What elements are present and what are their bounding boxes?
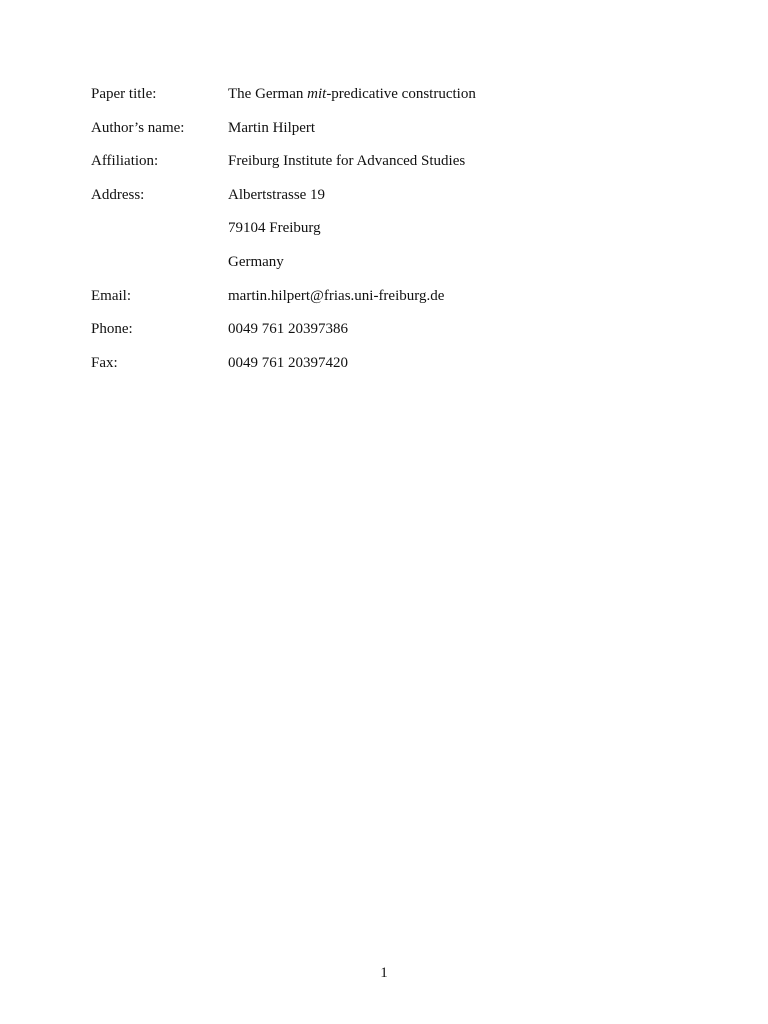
fax-label: Fax:: [91, 354, 118, 371]
paper-title-label: Paper title:: [91, 86, 157, 102]
email-row: [91, 287, 476, 321]
metadata-table: [91, 85, 476, 387]
address-label-empty: [91, 253, 228, 287]
paper-title-value: [228, 85, 476, 119]
author-value: Martin Hilpert: [228, 119, 316, 136]
paper-title-italic: mit: [307, 86, 327, 102]
address-line-3: Germany: [228, 253, 284, 270]
phone-label: Phone:: [91, 321, 133, 338]
affiliation-row: [91, 152, 476, 186]
author-label: Author’s name:: [91, 119, 185, 136]
address-label-empty: [91, 219, 228, 253]
email-value: martin.hilpert@frias.uni-freiburg.de: [228, 287, 445, 304]
phone-value: 0049 761 20397386: [228, 321, 348, 338]
fax-value: 0049 761 20397420: [228, 354, 348, 371]
author-row: [91, 119, 476, 153]
email-label: Email:: [91, 287, 131, 304]
affiliation-label: Affiliation:: [91, 153, 159, 170]
page-number: 1: [380, 965, 388, 981]
affiliation-value: Freiburg Institute for Advanced Studies: [228, 153, 466, 170]
address-row: [91, 186, 476, 220]
address-row-2: [91, 219, 476, 253]
address-row-3: [91, 253, 476, 287]
address-label: Address:: [91, 186, 145, 203]
fax-row: [91, 354, 476, 388]
paper-title-suffix: -predicative construction: [326, 86, 476, 102]
paper-title-row: [91, 85, 476, 119]
paper-title-prefix: The German: [228, 86, 308, 102]
address-line-1: Albertstrasse 19: [228, 186, 326, 203]
phone-row: [91, 320, 476, 354]
address-line-2: 79104 Freiburg: [228, 220, 321, 237]
